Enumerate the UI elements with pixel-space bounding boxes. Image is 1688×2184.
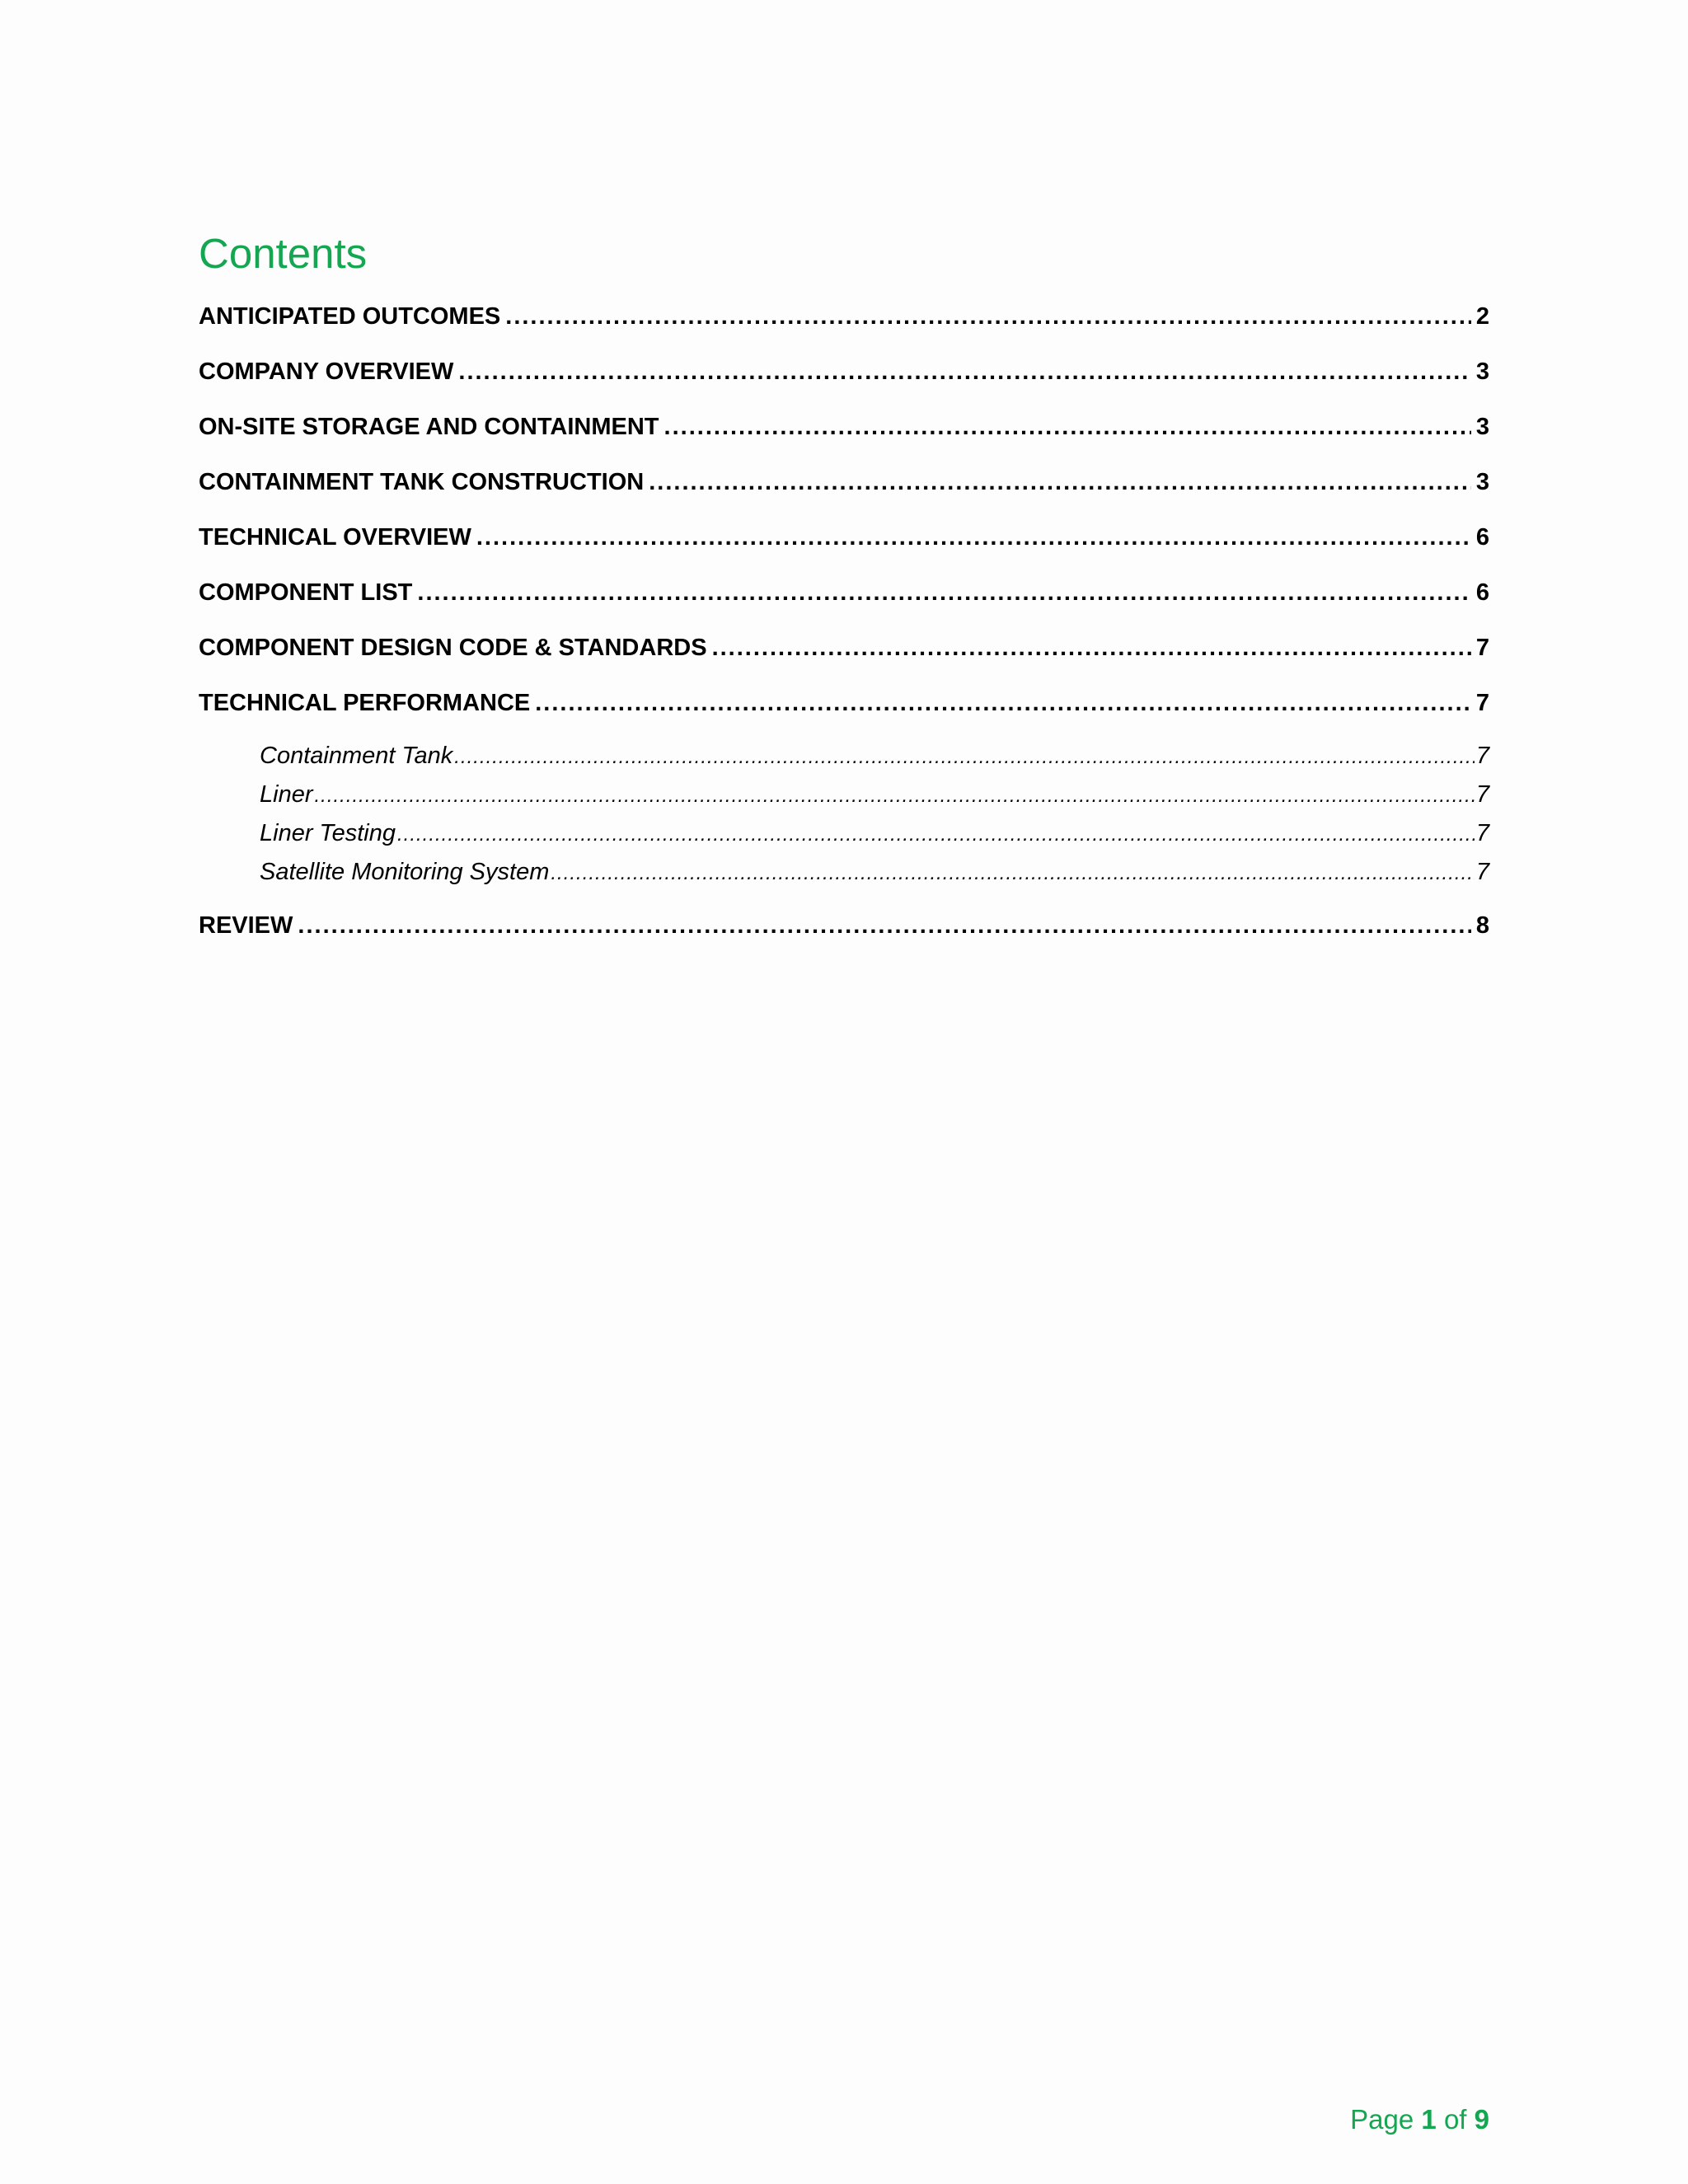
footer-of-word: of [1443, 2104, 1467, 2135]
footer-page-word: Page [1350, 2104, 1414, 2135]
toc-entry-technical-performance[interactable] [199, 682, 1489, 737]
dot-leader [417, 571, 1470, 614]
dot-leader [505, 295, 1471, 338]
footer-current-page: 1 [1421, 2104, 1437, 2135]
toc-entry-page: 7 [1475, 743, 1489, 769]
toc-entry-page: 7 [1475, 635, 1489, 661]
toc-entry-page: 7 [1475, 820, 1489, 846]
dot-leader [298, 904, 1470, 947]
toc-subentry-satellite-monitoring[interactable] [199, 851, 1489, 889]
toc-entry-page: 3 [1475, 469, 1489, 495]
toc-subentry-liner-testing[interactable] [199, 812, 1489, 851]
toc-entry-technical-overview[interactable] [199, 516, 1489, 571]
toc-entry-component-design-code[interactable] [199, 626, 1489, 682]
toc-entry-label: COMPONENT LIST [199, 579, 413, 606]
toc-entry-label: COMPONENT DESIGN CODE & STANDARDS [199, 635, 707, 661]
toc-entry-label: REVIEW [199, 912, 293, 939]
toc-subentry-containment-tank[interactable] [199, 734, 1489, 773]
toc-entry-label: Satellite Monitoring System [260, 859, 550, 885]
dot-leader [712, 626, 1471, 669]
toc-entry-page: 3 [1475, 359, 1489, 385]
toc-entry-review[interactable] [199, 904, 1489, 959]
dot-leader [649, 461, 1471, 504]
dot-leader [535, 682, 1471, 724]
toc-subentry-liner[interactable] [199, 773, 1489, 812]
toc-entry-label: TECHNICAL OVERVIEW [199, 524, 471, 551]
toc-entry-label: COMPANY OVERVIEW [199, 359, 454, 385]
dot-leader [551, 852, 1474, 895]
toc-entry-label: ON-SITE STORAGE AND CONTAINMENT [199, 414, 659, 440]
toc-entry-label: CONTAINMENT TANK CONSTRUCTION [199, 469, 645, 495]
toc-entry-on-site-storage[interactable] [199, 405, 1489, 461]
table-of-contents [199, 295, 1489, 959]
toc-entry-page: 2 [1475, 303, 1489, 330]
toc-entry-containment-tank-construction[interactable] [199, 461, 1489, 516]
toc-entry-label: Containment Tank [260, 743, 453, 769]
toc-entry-component-list[interactable] [199, 571, 1489, 626]
page-footer [1350, 2102, 1489, 2138]
toc-entry-anticipated-outcomes[interactable] [199, 295, 1489, 350]
dot-leader [664, 405, 1471, 448]
dot-leader [458, 350, 1470, 393]
dot-leader [476, 516, 1471, 559]
toc-entry-label: ANTICIPATED OUTCOMES [199, 303, 501, 330]
toc-entry-page: 7 [1475, 859, 1489, 885]
toc-entry-label: TECHNICAL PERFORMANCE [199, 690, 531, 716]
toc-entry-label: Liner Testing [260, 820, 396, 846]
toc-entry-company-overview[interactable] [199, 350, 1489, 405]
footer-total-pages: 9 [1474, 2104, 1489, 2135]
contents-heading: Contents [199, 230, 368, 277]
toc-entry-page: 7 [1475, 690, 1489, 716]
toc-entry-page: 7 [1475, 781, 1489, 808]
toc-entry-page: 3 [1475, 414, 1489, 440]
toc-entry-page: 6 [1475, 579, 1489, 606]
toc-entry-label: Liner [260, 781, 313, 808]
toc-entry-page: 8 [1475, 912, 1489, 939]
toc-entry-page: 6 [1475, 524, 1489, 551]
